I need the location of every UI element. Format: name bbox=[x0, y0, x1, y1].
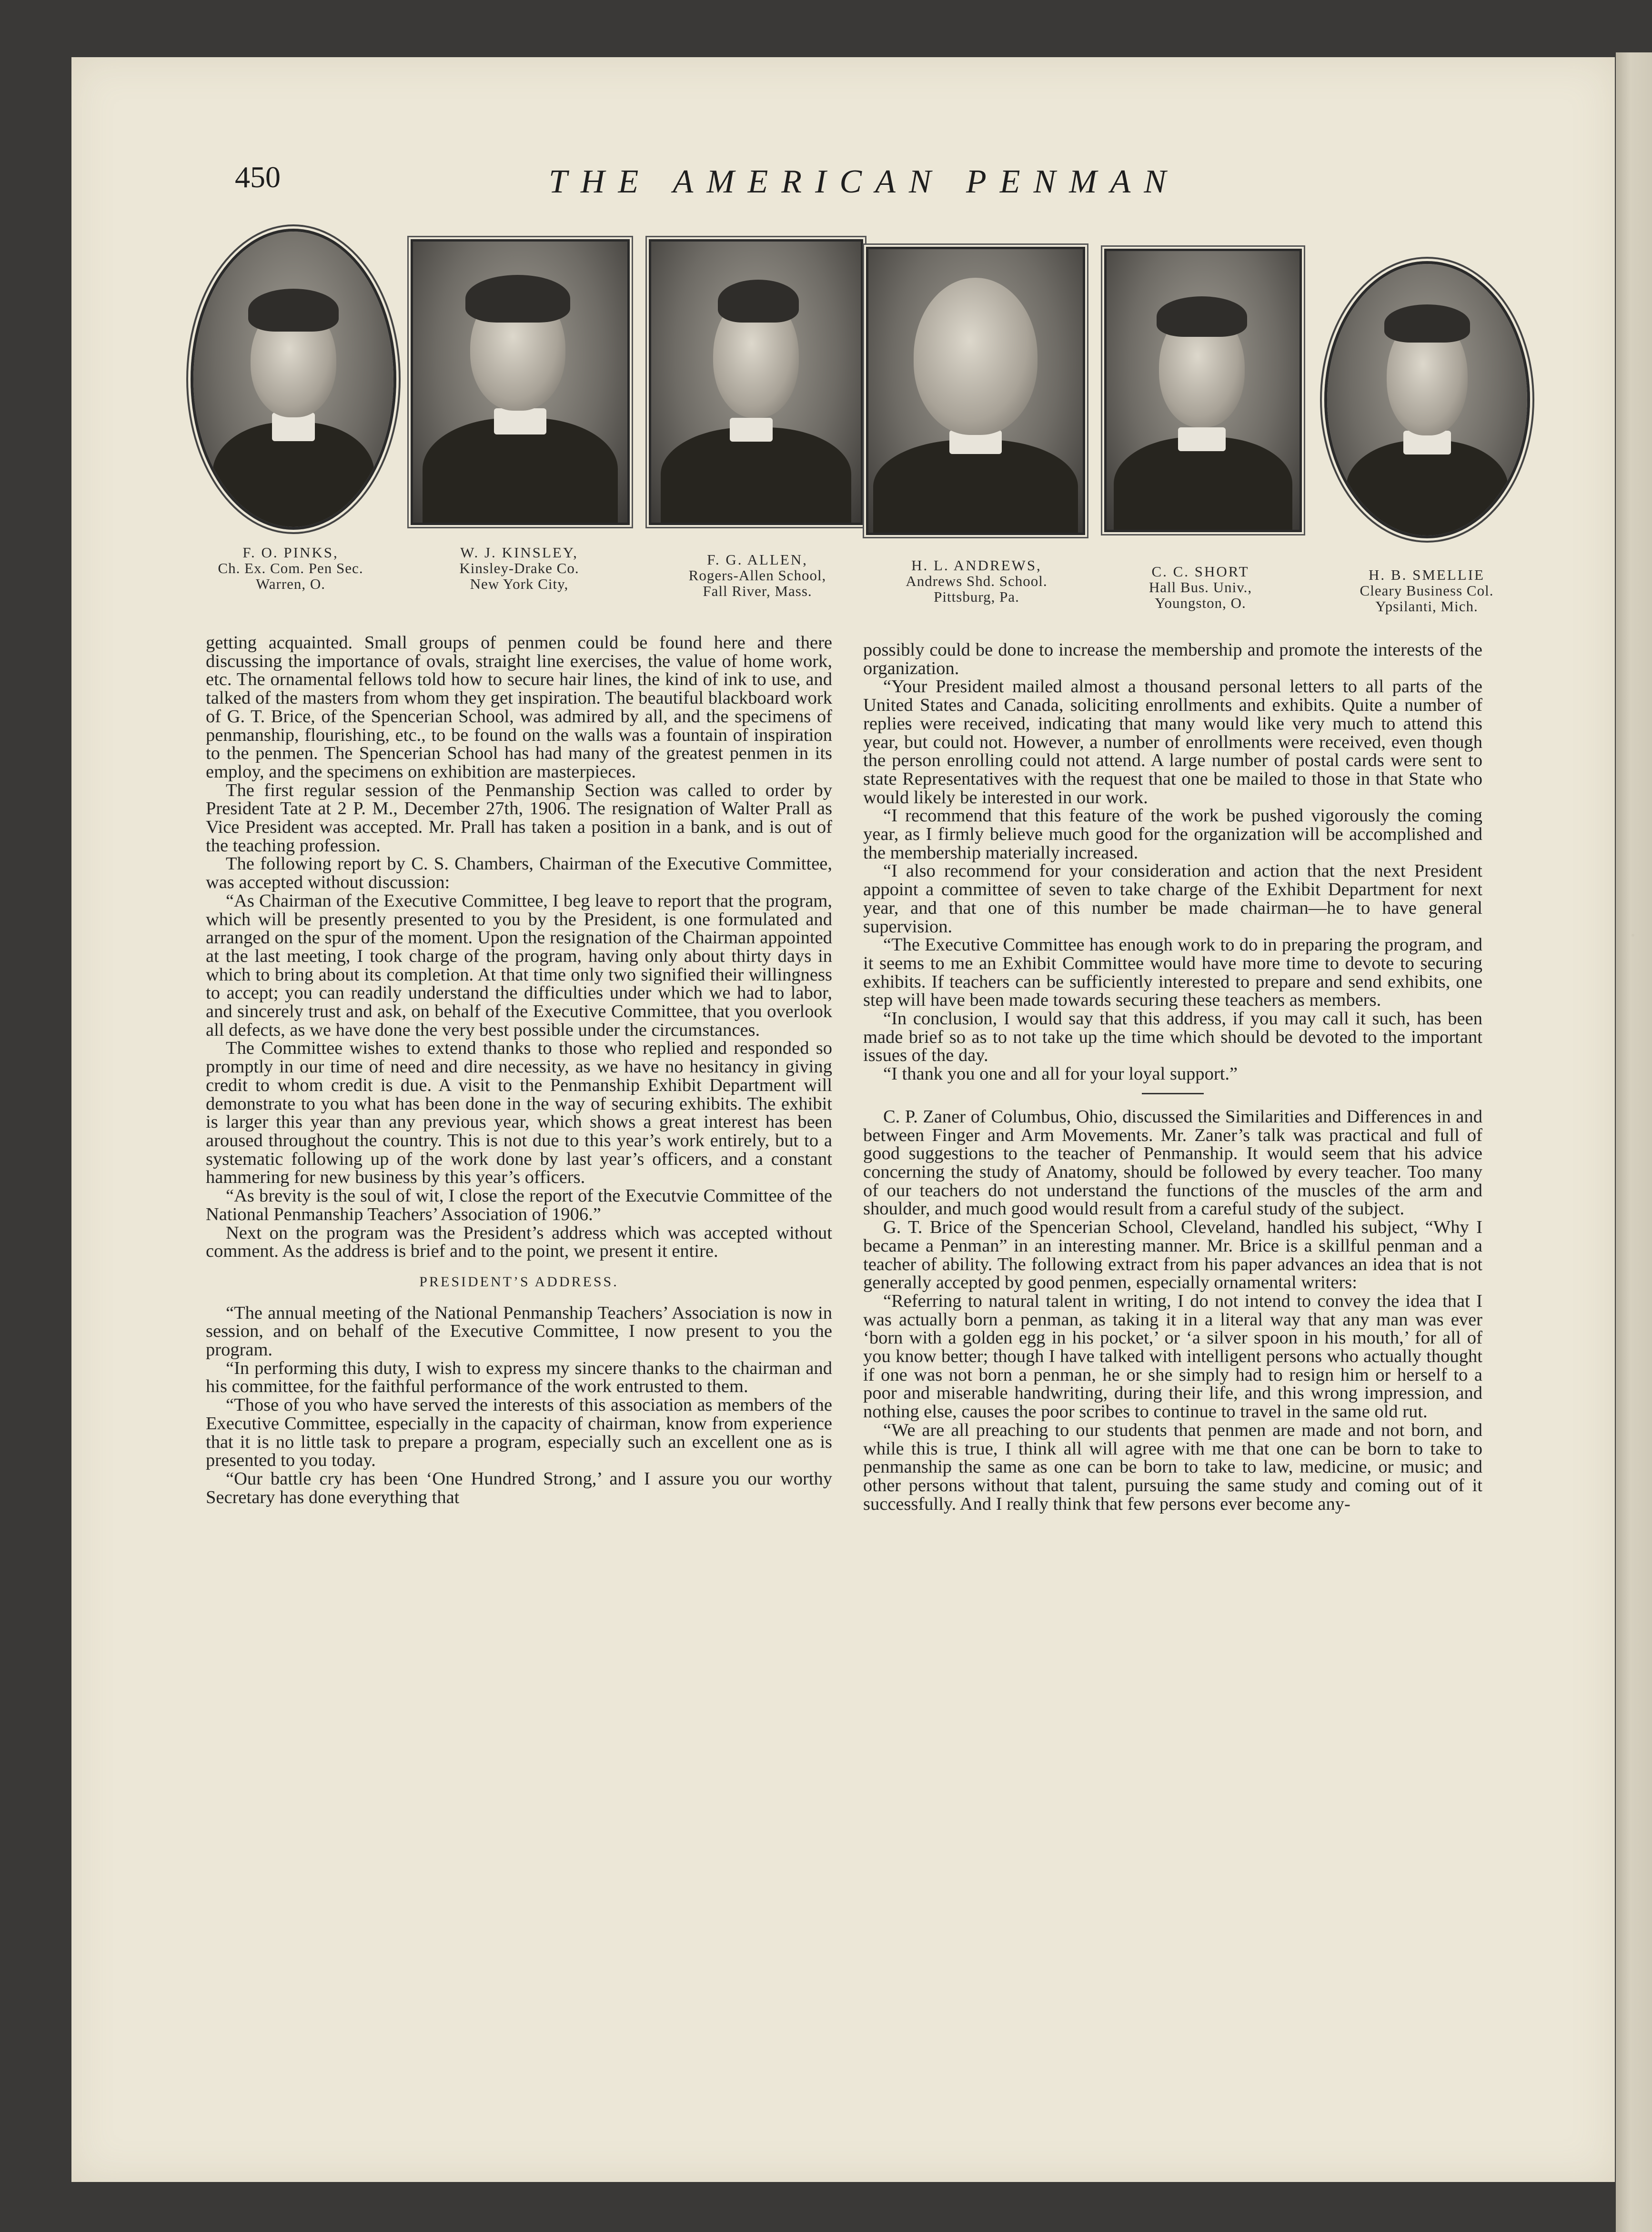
paragraph: “The annual meeting of the National Penmanship Teachers’ Association is now in session, and on behalf of the Executive Committee, I now present to you the program. bbox=[206, 1303, 832, 1360]
paragraph: “Our battle cry has been ‘One Hundred Strong,’ and I assure you our worthy Secretary has done everything that bbox=[206, 1468, 832, 1507]
paragraph: “We are all preaching to our students that penmen are made and not born, and while this is true, I think all will agree with me that one can be born to take to penmanship the same as one can be born to take to law, medicine, or music; and other persons without that talent, pursuing the same study and coming out of it successfully. And I really think that few persons ever become any- bbox=[863, 1420, 1482, 1514]
caption-title: Cleary Business Col. bbox=[1360, 582, 1494, 599]
caption-allen bbox=[634, 552, 881, 599]
caption-title: Rogers-Allen School, bbox=[688, 567, 826, 584]
page-number: 450 bbox=[235, 160, 281, 194]
portrait-photo-allen bbox=[649, 239, 863, 525]
paragraph: Next on the program was the President’s address which was accepted without comment. As the address is brief and to the point, we present it entire. bbox=[206, 1222, 832, 1262]
paragraph: “Those of you who have served the interests of this association as members of the Executive Committee, especially in the capacity of chairman, know from experience that it is no little task to prepare a program, especially such an excellent one as is presented to you today. bbox=[206, 1395, 832, 1471]
caption-location: Pittsburg, Pa. bbox=[934, 588, 1019, 605]
caption-andrews bbox=[853, 557, 1100, 605]
caption-title: Ch. Ex. Com. Pen Sec. bbox=[218, 560, 363, 576]
paragraph: “As brevity is the soul of wit, I close the report of the Executvie Committee of the National Penmanship Teachers’ Association of 1906.” bbox=[206, 1186, 832, 1224]
caption-location: Ypsilanti, Mich. bbox=[1375, 598, 1478, 615]
caption-location: New York City, bbox=[470, 576, 569, 592]
caption-kinsley bbox=[395, 545, 643, 592]
paragraph: The first regular session of the Penmanship Section was called to order by President Tate at 2 P. M., December 27th, 1906. The resignation of Walter Prall as Vice President was accepted. Mr. Prall has taken a position in a bank, and is out of the teaching profession. bbox=[206, 780, 832, 856]
caption-name: W. J. KINSLEY, bbox=[460, 544, 578, 561]
paragraph: The Committee wishes to extend thanks to those who replied and responded so promptly in our time of need and dire necessity, as we have no hesitancy in giving credit to whom credit is due. A visit to the Penmanship Exhibit Department will demonstrate to you what has been done in the way of securing exhibits. The exhibit is larger this year than any previous year, which shows a great interest has been aroused throughout the country. This is not due to this year’s work entirely, but to a systematic following up of the work done by last year’s officers, and a constant hammering for new business by this year’s officers. bbox=[206, 1038, 832, 1188]
portrait-photo-smellie bbox=[1324, 261, 1530, 538]
caption-short bbox=[1091, 564, 1310, 611]
paragraph: “I also recommend for your consideration and action that the next President appoint a committee of seven to take charge of the Exhibit Department for next year, and that one of this number be made chairman—he to have general supervision. bbox=[863, 861, 1482, 937]
portrait-photo-kinsley bbox=[411, 239, 630, 525]
caption-name: C. C. SHORT bbox=[1151, 563, 1249, 580]
caption-title: Andrews Shd. School. bbox=[906, 573, 1048, 589]
section-heading: PRESIDENT’S ADDRESS. bbox=[419, 1273, 619, 1290]
paragraph: C. P. Zaner of Columbus, Ohio, discussed the Similarities and Differences in and between Finger and Arm Movements. Mr. Zaner’s talk was practical and full of good suggestions to the teacher of Penmanship. It would seem that his advice concerning the study of Anatomy, should be followed by every teacher. Too many of our teachers do not understand the functions of the muscles of the arm and shoulder, and much good would result from a careful study of the subject. bbox=[863, 1106, 1482, 1219]
caption-name: F. O. PINKS, bbox=[242, 544, 339, 561]
paragraph: possibly could be done to increase the membership and promote the interests of the organization. bbox=[863, 640, 1482, 678]
portrait-photo-pinks bbox=[191, 229, 396, 530]
right-column bbox=[863, 641, 1482, 1513]
paragraph: “Referring to natural talent in writing, I do not intend to convey the idea that I was actually born a penman, as taking it in a literal way that any man was ever ‘born with a golden egg in his pocket,’ or ‘a silver spoon in his mouth,’ for all of you know better; though I have talked with intelligent persons who actually thought if one was not born a penman, he or she simply had to resign him or herself to a poor and miserable handwriting, during their life, and this wrong impression, and nothing else, causes the poor scribes to continue to travel in the same old rut. bbox=[863, 1291, 1482, 1422]
paragraph: “In performing this duty, I wish to express my sincere thanks to the chairman and his committee, for the faithful performance of the work entrusted to them. bbox=[206, 1358, 832, 1397]
paragraph: “Your President mailed almost a thousand personal letters to all parts of the United States and Canada, soliciting enrollments and exhibits. Quite a number of replies were received, indicating that many would like very much to attend this year, but could not. However, a number of enrollments were received, even though the person enrolling could not attend. A large number of postal cards were sent to state Representatives with the request that one be mailed to those in that State who would likely be interested in our work. bbox=[863, 677, 1482, 808]
portrait-photo-short bbox=[1104, 249, 1302, 532]
caption-name: F. G. ALLEN, bbox=[707, 551, 808, 568]
caption-title: Hall Bus. Univ., bbox=[1148, 579, 1252, 596]
caption-pinks bbox=[162, 545, 419, 592]
left-column bbox=[206, 634, 832, 1506]
paragraph: “The Executive Committee has enough work to do in preparing the program, and it seems to me an Exhibit Committee would have more time to devote to securing exhibits. If teachers can be sufficiently interested to prepare and send exhibits, one step will have been made towards securing these teachers as members. bbox=[863, 935, 1482, 1010]
portrait-photo-andrews bbox=[866, 247, 1085, 535]
next-page-edge bbox=[1616, 52, 1652, 2232]
paragraph: The following report by C. S. Chambers, Chairman of the Executive Committee, was accepted without discussion: bbox=[206, 854, 832, 893]
caption-location: Fall River, Mass. bbox=[703, 583, 812, 599]
caption-location: Youngston, O. bbox=[1155, 595, 1246, 611]
paragraph: getting acquainted. Small groups of penmen could be found here and there discussing the importance of ovals, straight line exercises, the value of home work, etc. The ornamental fellows told how to secure hair lines, the kind of ink to use, and talked of the masters from whom they get inspiration. The beautiful blackboard work of G. T. Brice, of the Spencerian School, was admired by all, and the specimens of penmanship, flourishing, etc., to be found on the walls was a fountain of inspiration to the penmen. The Spencerian School has had many of the greatest penmen in its employ, and the specimens on exhibition are masterpieces. bbox=[206, 633, 832, 782]
caption-smellie bbox=[1315, 567, 1539, 614]
paragraph: G. T. Brice of the Spencerian School, Cleveland, handled his subject, “Why I became a Penman” in an interesting manner. Mr. Brice is a skillful penman and a teacher of ability. The following extract from his paper advances an idea that is not generally accepted by good penmen, especially ornamental writers: bbox=[863, 1217, 1482, 1293]
caption-name: H. L. ANDREWS, bbox=[911, 557, 1042, 574]
running-title: THE AMERICAN PENMAN bbox=[549, 163, 1179, 200]
paragraph: “In conclusion, I would say that this address, if you may call it such, has been made brief so as to not take up the time which should be devoted to the important issues of the day. bbox=[863, 1009, 1482, 1066]
paragraph: “I thank you one and all for your loyal support.” bbox=[883, 1064, 1238, 1084]
caption-title: Kinsley-Drake Co. bbox=[459, 560, 579, 576]
scan-speck bbox=[1632, 934, 1634, 937]
paragraph: “As Chairman of the Executive Committee, I beg leave to report that the program, which will be presently presented to you by the President, is one formulated and arranged on the spur of the moment. Upon the resignation of the Chairman appointed at the last meeting, I took charge of the program, having only about thirty days in which to bring about its completion. At that time only two signified their willingness to accept; you can readily understand the difficulties under which we had to labor, and sincerely trust and ask, on behalf of the Executive Committee, that you overlook all defects, as we have done the very best possible under the circumstances. bbox=[206, 890, 832, 1040]
caption-name: H. B. SMELLIE bbox=[1369, 566, 1485, 583]
paragraph: “I recommend that this feature of the work be pushed vigorously the coming year, as I firmly believe much good for the organization will be accomplished and the membership materially increased. bbox=[863, 806, 1482, 863]
section-divider bbox=[1142, 1093, 1204, 1094]
caption-location: Warren, O. bbox=[255, 576, 326, 592]
